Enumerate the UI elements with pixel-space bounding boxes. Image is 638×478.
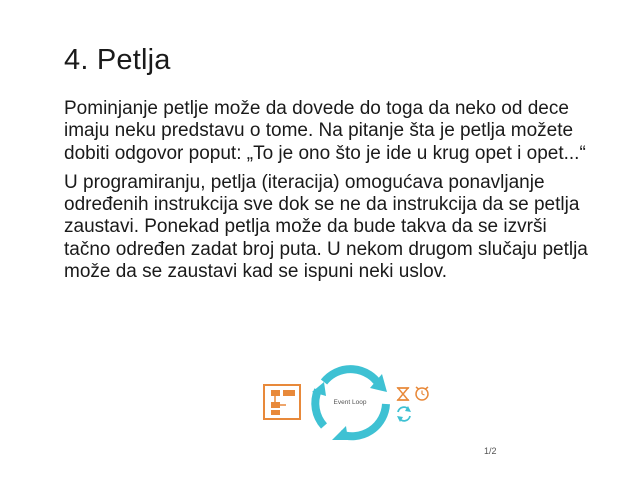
refresh-icon	[397, 406, 411, 422]
paragraph-programming: U programiranju, petlja (iteracija) omogućava ponavljanje određenih instrukcija sve dok se ne da instrukcija da se petlja zaustavi. Ponekad petlja može da bude takva da se izvrši tačno određen zadat broj puta. U nekom drugom slučaju petlja može da se zaustavi kad se ispuni neki uslov.	[64, 171, 588, 283]
slide-title: 4. Petlja	[64, 44, 171, 76]
event-loop-label: Event Loop	[333, 399, 367, 406]
flowchart-icon	[264, 385, 300, 419]
hourglass-icon	[397, 388, 409, 400]
slide-body	[64, 98, 594, 290]
event-loop-diagram	[262, 360, 442, 442]
paragraph-intro: Pominjanje petlje može da dovede do toga da neko od dece imaju neku predstavu o tome. Na pitanje šta je petlja možete dobiti odgovor poput: „To je ono što je ide u krug opet i opet...“	[64, 98, 586, 164]
page-number: 1/2	[484, 446, 497, 456]
alarm-clock-icon	[416, 387, 428, 400]
event-loop-illustration	[262, 360, 442, 442]
